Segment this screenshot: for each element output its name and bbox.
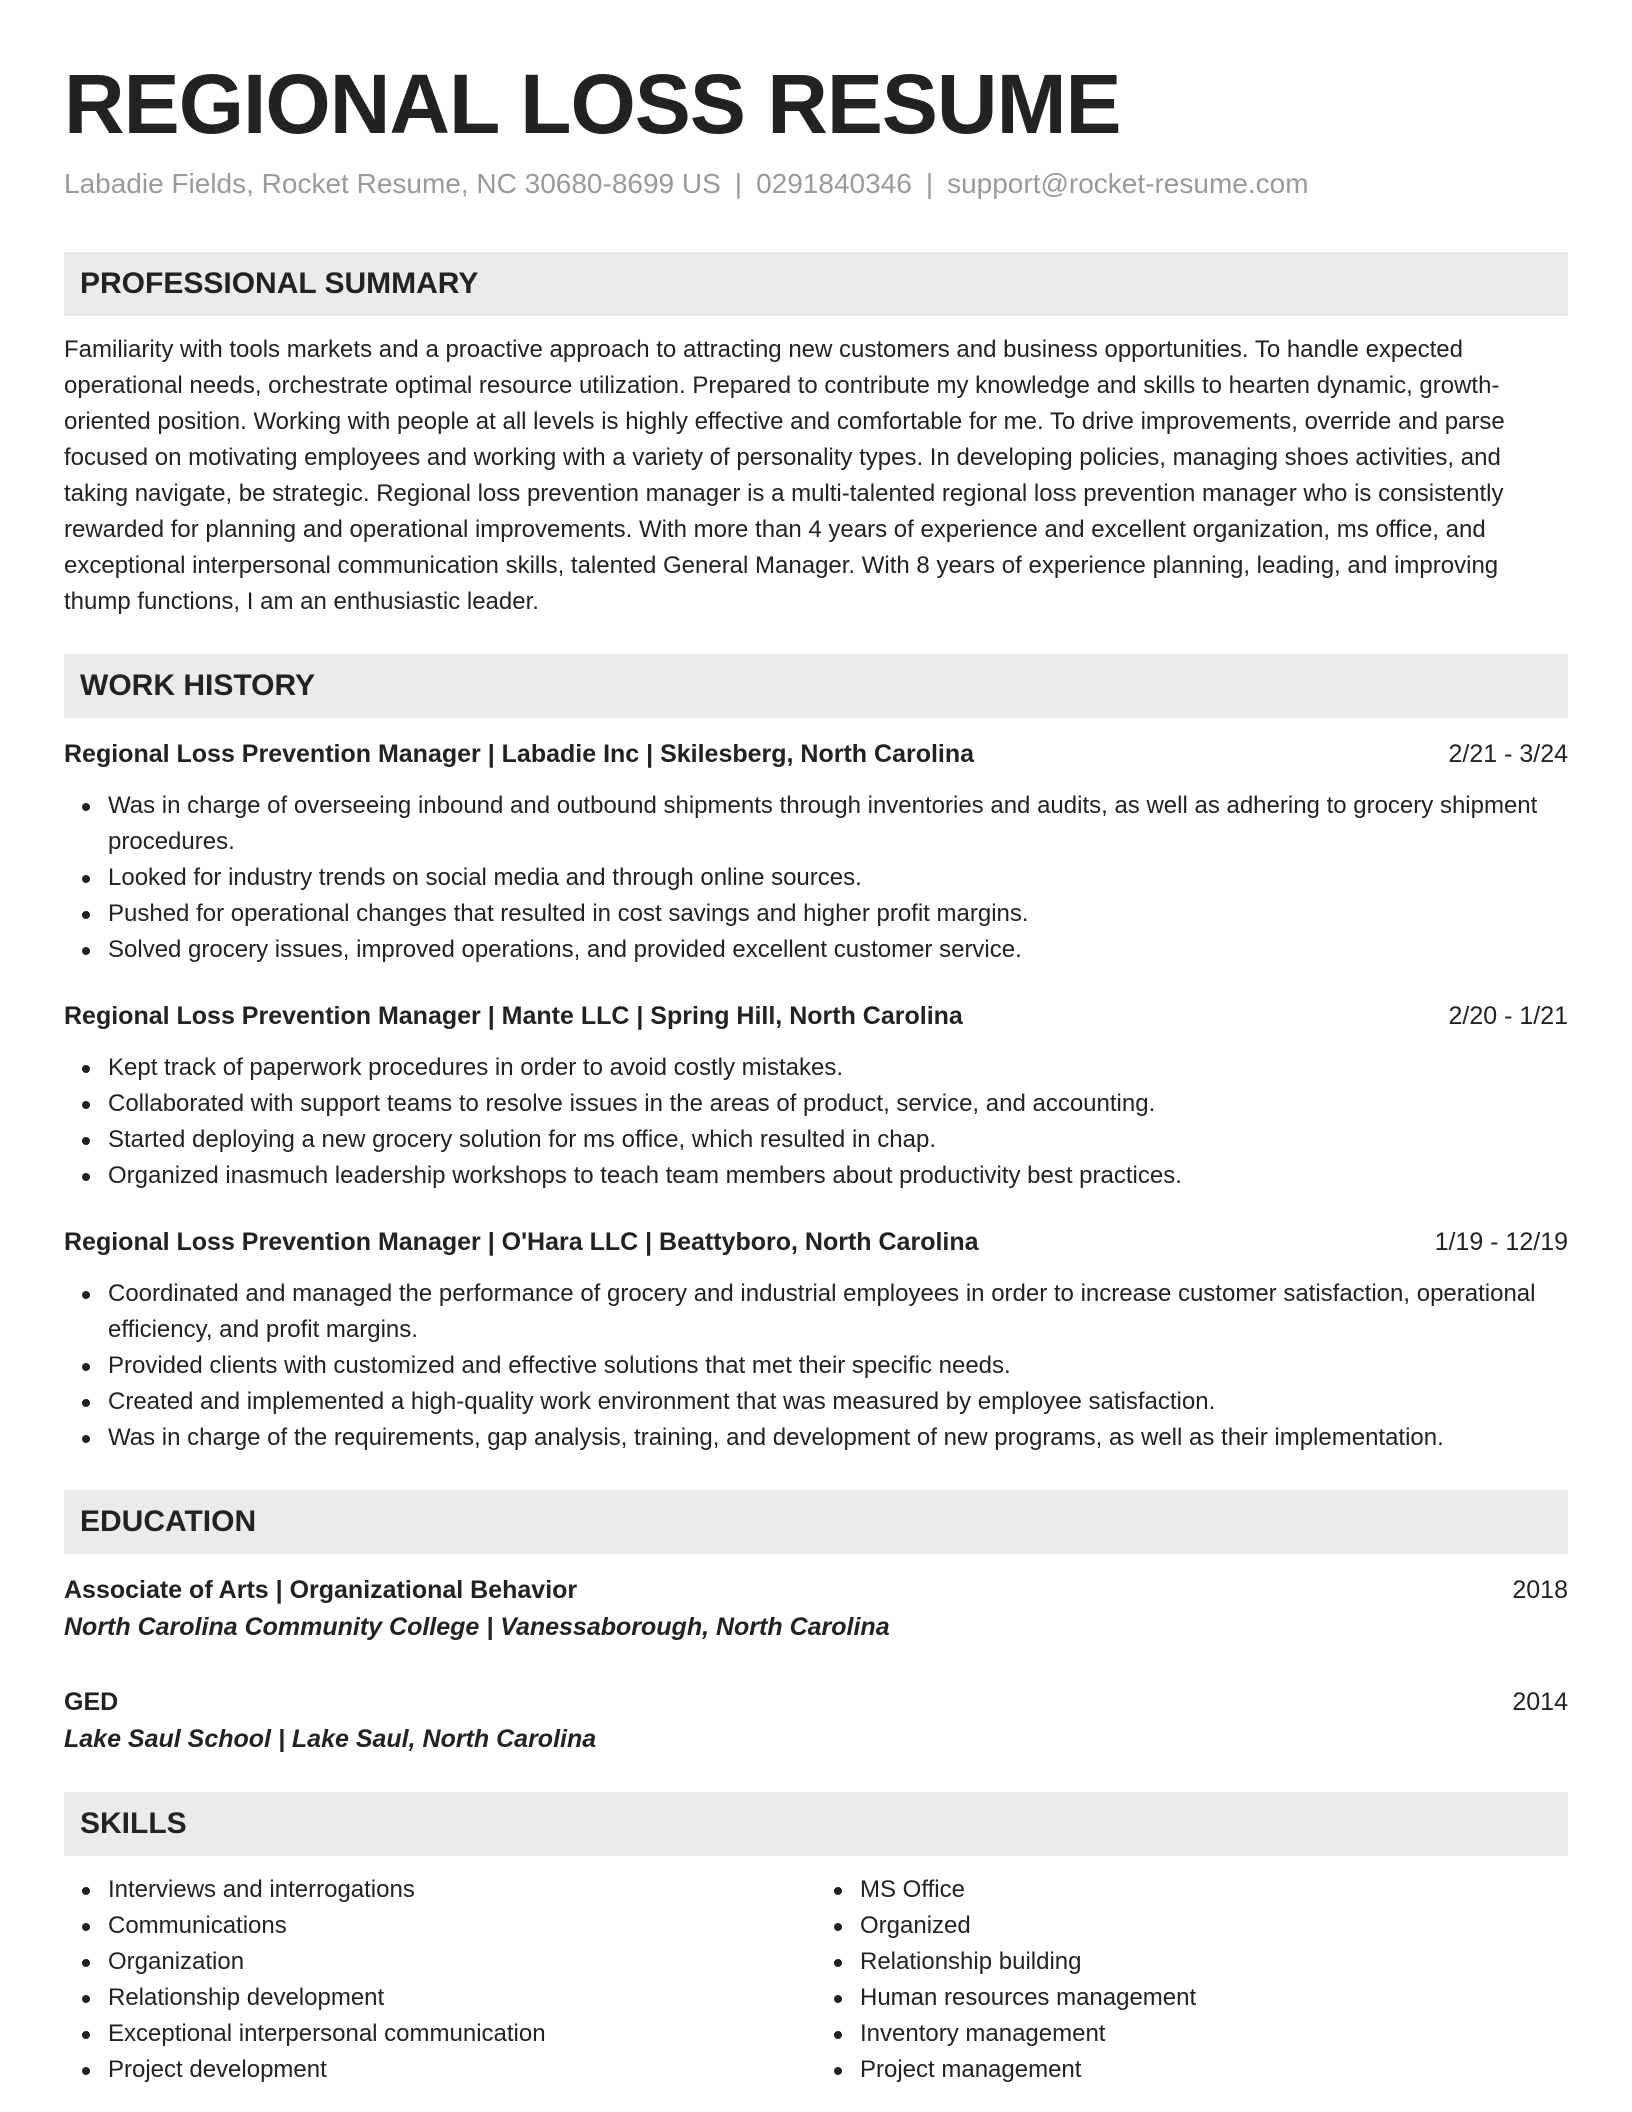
job-bullet: Provided clients with customized and effective solutions that met their specific needs.: [108, 1348, 1568, 1384]
job-dates: 2/20 - 1/21: [1448, 1002, 1568, 1030]
education-school: North Carolina Community College | Vanessaborough, North Carolina: [64, 1613, 890, 1641]
education-year: 2014: [1512, 1688, 1568, 1716]
contact-line: [64, 166, 1568, 202]
contact-email[interactable]: support@rocket-resume.com: [947, 168, 1309, 199]
contact-separator: |: [734, 168, 743, 199]
skill-item: Exceptional interpersonal communication: [108, 2016, 816, 2052]
summary-text: Familiarity with tools markets and a proactive approach to attracting new customers and business opportunities. To handle expected operational needs, orchestrate optimal resource utilization. Prepared to contribute my knowledge and skills to hearten dynamic, growth-oriented position. Working with people at all levels is highly effective and comfortable for me. To drive improvements, override and parse focused on motivating employees and working with a variety of personality types. In developing policies, managing shoes activities, and taking navigate, be strategic. Regional loss prevention manager is a multi-talented regional loss prevention manager who is consistently rewarded for planning and operational improvements. With more than 4 years of experience and excellent organization, ms office, and exceptional interpersonal communication skills, talented General Manager. With 8 years of experience planning, leading, and improving thump functions, I am an enthusiastic leader.: [64, 336, 1505, 615]
skill-item: MS Office: [860, 1872, 1568, 1908]
job-bullet: Solved grocery issues, improved operations, and provided excellent customer service.: [108, 932, 1568, 968]
job-dates: 2/21 - 3/24: [1448, 740, 1568, 768]
job-bullets: [64, 788, 1568, 968]
section-header-summary: PROFESSIONAL SUMMARY: [64, 252, 1568, 316]
job-entry: [64, 998, 1568, 1194]
job-bullet: Pushed for operational changes that resulted in cost savings and higher profit margins.: [108, 896, 1568, 932]
job-bullets: [64, 1276, 1568, 1456]
skills-list-left: [64, 1872, 816, 2088]
job-dates: 1/19 - 12/19: [1434, 1228, 1568, 1256]
education-degree: Associate of Arts | Organizational Behavior: [64, 1576, 578, 1604]
job-bullet: Started deploying a new grocery solution for ms office, which resulted in chap.: [108, 1122, 1568, 1158]
job-header: [64, 1224, 1568, 1260]
job-bullet: Created and implemented a high-quality work environment that was measured by employee satisfaction.: [108, 1384, 1568, 1420]
skill-item: Project development: [108, 2052, 816, 2088]
job-bullet: Looked for industry trends on social media and through online sources.: [108, 860, 1568, 896]
skill-item: Project management: [860, 2052, 1568, 2088]
skill-item: Organization: [108, 1944, 816, 1980]
contact-phone: 0291840346: [756, 168, 912, 199]
skill-item: Relationship building: [860, 1944, 1568, 1980]
job-bullet: Was in charge of overseeing inbound and outbound shipments through inventories and audits, as well as adhering to grocery shipment procedures.: [108, 788, 1568, 860]
skill-item: Interviews and interrogations: [108, 1872, 816, 1908]
education-school: Lake Saul School | Lake Saul, North Carolina: [64, 1725, 597, 1753]
skill-item: Relationship development: [108, 1980, 816, 2016]
education-header: [64, 1684, 1568, 1720]
section-header-education: EDUCATION: [64, 1490, 1568, 1554]
skill-item: Inventory management: [860, 2016, 1568, 2052]
contact-separator: |: [925, 168, 934, 199]
skills-columns: [64, 1872, 1568, 2088]
education-header: [64, 1572, 1568, 1608]
skill-item: Communications: [108, 1908, 816, 1944]
job-title: Regional Loss Prevention Manager | Labadie Inc | Skilesberg, North Carolina: [64, 740, 975, 768]
job-entry: [64, 1224, 1568, 1456]
education-year: 2018: [1512, 1576, 1568, 1604]
job-title: Regional Loss Prevention Manager | O'Hara LLC | Beattyboro, North Carolina: [64, 1228, 979, 1256]
job-bullet: Was in charge of the requirements, gap analysis, training, and development of new programs, as well as their implementation.: [108, 1420, 1568, 1456]
job-header: [64, 998, 1568, 1034]
job-bullet: Collaborated with support teams to resolve issues in the areas of product, service, and accounting.: [108, 1086, 1568, 1122]
section-header-work-history: WORK HISTORY: [64, 654, 1568, 718]
skills-list-right: [816, 1872, 1568, 2088]
job-bullet: Organized inasmuch leadership workshops to teach team members about productivity best practices.: [108, 1158, 1568, 1194]
job-header: [64, 736, 1568, 772]
skill-item: Organized: [860, 1908, 1568, 1944]
education-entry: [64, 1684, 1568, 1758]
job-title: Regional Loss Prevention Manager | Mante LLC | Spring Hill, North Carolina: [64, 1002, 963, 1030]
contact-address: Labadie Fields, Rocket Resume, NC 30680-8699 US: [64, 168, 721, 199]
education-degree: GED: [64, 1688, 119, 1716]
skill-item: Human resources management: [860, 1980, 1568, 2016]
resume-title: REGIONAL LOSS RESUME: [64, 57, 1121, 151]
job-bullet: Coordinated and managed the performance of grocery and industrial employees in order to increase customer satisfaction, operational efficiency, and profit margins.: [108, 1276, 1568, 1348]
section-header-skills: SKILLS: [64, 1792, 1568, 1856]
education-entry: [64, 1572, 1568, 1646]
job-bullet: Kept track of paperwork procedures in order to avoid costly mistakes.: [108, 1050, 1568, 1086]
job-bullets: [64, 1050, 1568, 1194]
job-entry: [64, 736, 1568, 968]
